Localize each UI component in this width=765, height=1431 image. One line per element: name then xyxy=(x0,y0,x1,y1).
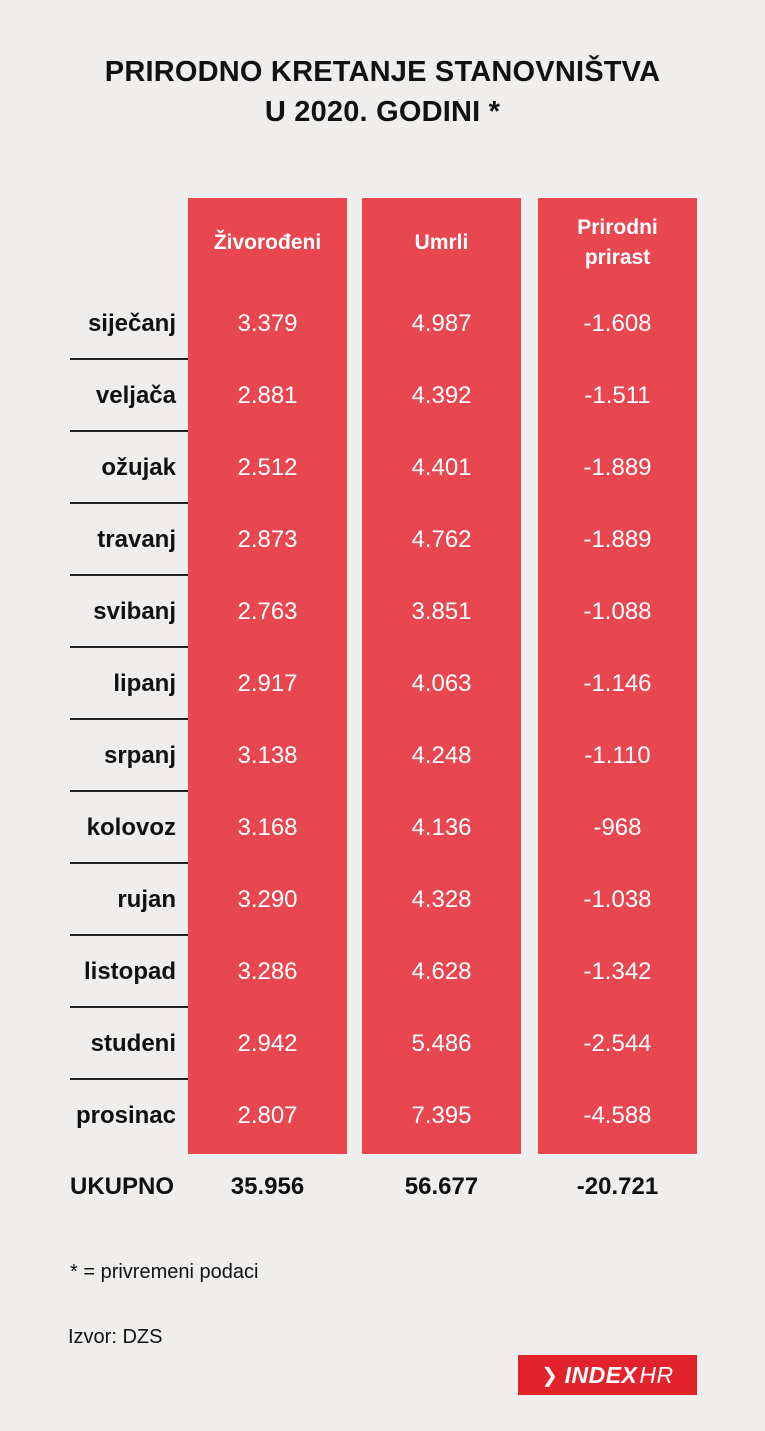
row-label-11: prosinac xyxy=(75,1102,176,1129)
row-label-1: veljača xyxy=(95,382,176,409)
total-deaths: 56.677 xyxy=(404,1173,479,1200)
cell-growth-11: -4.588 xyxy=(583,1102,652,1129)
row-label-8: rujan xyxy=(117,886,176,913)
cell-deaths-0: 4.987 xyxy=(411,310,472,337)
row-label-10: studeni xyxy=(90,1030,176,1057)
row-divider xyxy=(70,718,188,720)
row-divider xyxy=(70,1006,188,1008)
footnote: * = privremeni podaci xyxy=(70,1261,259,1283)
cell-deaths-11: 7.395 xyxy=(411,1102,472,1129)
growth-header-line-2: prirast xyxy=(584,246,651,269)
cell-births-11: 2.807 xyxy=(237,1102,298,1129)
cell-births-3: 2.873 xyxy=(237,526,298,553)
cell-growth-5: -1.146 xyxy=(583,670,652,697)
births-column-header: Živorođeni xyxy=(213,231,322,254)
cell-growth-0: -1.608 xyxy=(583,310,652,337)
cell-births-2: 2.512 xyxy=(237,454,298,481)
cell-births-5: 2.917 xyxy=(237,670,298,697)
row-divider xyxy=(70,502,188,504)
row-label-3: travanj xyxy=(97,526,176,553)
cell-growth-9: -1.342 xyxy=(583,958,652,985)
cell-deaths-10: 5.486 xyxy=(411,1030,472,1057)
cell-births-4: 2.763 xyxy=(237,598,298,625)
row-divider xyxy=(70,862,188,864)
row-divider xyxy=(70,934,188,936)
cell-deaths-7: 4.136 xyxy=(411,814,472,841)
row-divider xyxy=(70,1078,188,1080)
growth-column-header xyxy=(538,198,697,288)
cell-growth-2: -1.889 xyxy=(583,454,652,481)
row-label-9: listopad xyxy=(83,958,176,985)
cell-deaths-3: 4.762 xyxy=(411,526,472,553)
row-label-4: svibanj xyxy=(93,598,176,625)
cell-births-8: 3.290 xyxy=(237,886,298,913)
cell-deaths-1: 4.392 xyxy=(411,382,472,409)
cell-births-6: 3.138 xyxy=(237,742,298,769)
deaths-column-header: Umrli xyxy=(414,231,469,254)
row-divider xyxy=(70,358,188,360)
cell-deaths-8: 4.328 xyxy=(411,886,472,913)
growth-header-line-1: Prirodni xyxy=(577,216,658,239)
row-label-6: srpanj xyxy=(103,742,176,769)
total-births: 35.956 xyxy=(230,1173,305,1200)
source: Izvor: DZS xyxy=(68,1326,163,1348)
cell-growth-4: -1.088 xyxy=(583,598,652,625)
row-divider xyxy=(70,646,188,648)
cell-births-1: 2.881 xyxy=(237,382,298,409)
index-hr-logo[interactable] xyxy=(518,1355,697,1395)
logo-suffix-text: HR xyxy=(639,1361,674,1388)
cell-growth-10: -2.544 xyxy=(583,1030,652,1057)
row-label-7: kolovoz xyxy=(86,814,176,841)
pepper-flame-icon: ❯ xyxy=(541,1364,559,1387)
cell-growth-3: -1.889 xyxy=(583,526,652,553)
cell-deaths-2: 4.401 xyxy=(411,454,472,481)
cell-deaths-9: 4.628 xyxy=(411,958,472,985)
title-line-1: PRIRODNO KRETANJE STANOVNIŠTVA xyxy=(104,56,661,88)
row-divider xyxy=(70,574,188,576)
cell-births-7: 3.168 xyxy=(237,814,298,841)
row-label-2: ožujak xyxy=(101,454,176,481)
cell-growth-7: -968 xyxy=(593,814,642,841)
total-label: UKUPNO xyxy=(70,1173,175,1200)
cell-growth-8: -1.038 xyxy=(583,886,652,913)
logo-main-text: INDEX xyxy=(564,1361,638,1388)
row-label-0: siječanj xyxy=(87,310,176,337)
cell-growth-1: -1.511 xyxy=(584,382,651,409)
row-divider xyxy=(70,790,188,792)
cell-deaths-6: 4.248 xyxy=(411,742,472,769)
cell-deaths-5: 4.063 xyxy=(411,670,472,697)
row-divider xyxy=(70,430,188,432)
chart-title xyxy=(0,52,765,132)
total-growth: -20.721 xyxy=(576,1173,659,1200)
cell-births-9: 3.286 xyxy=(237,958,298,985)
title-line-2: U 2020. GODINI * xyxy=(264,96,501,128)
cell-births-10: 2.942 xyxy=(237,1030,298,1057)
cell-growth-6: -1.110 xyxy=(584,742,651,769)
row-label-5: lipanj xyxy=(113,670,176,697)
cell-births-0: 3.379 xyxy=(237,310,298,337)
cell-deaths-4: 3.851 xyxy=(411,598,472,625)
